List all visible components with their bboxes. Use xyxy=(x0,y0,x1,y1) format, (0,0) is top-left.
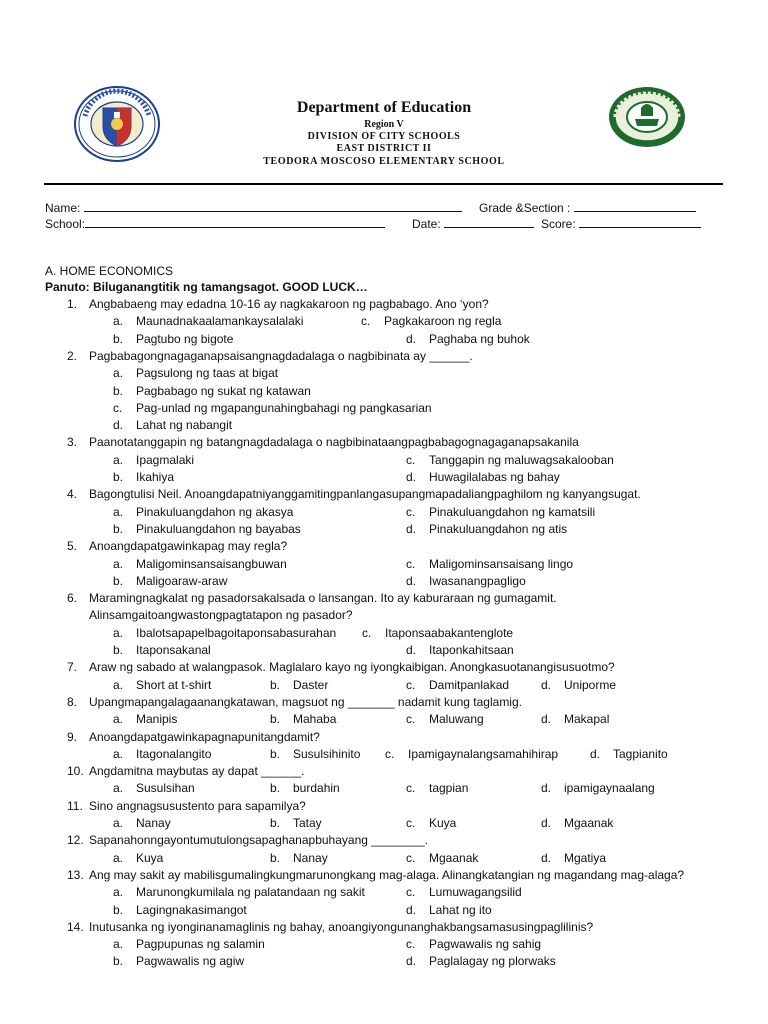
choice-letter: b. xyxy=(113,954,124,969)
choice-letter: d. xyxy=(541,781,552,796)
choice-letter: c. xyxy=(362,625,372,640)
choice-text: Kuya xyxy=(136,850,164,865)
choice-letter: a. xyxy=(113,937,124,952)
question-text: Araw ng sabado at walangpasok. Maglalaro kayo ng iyongkaibigan. Anongkasuotanangisusuotmo? xyxy=(89,660,615,675)
choice-text: Lumuwagangsilid xyxy=(429,885,522,900)
choice-text: Kuya xyxy=(429,816,457,830)
choice-text: Tanggapin ng maluwagsakalooban xyxy=(429,452,614,467)
choice-text: Maligominsansaisangbuwan xyxy=(136,556,287,571)
date-blank[interactable] xyxy=(444,216,534,228)
choice-text: Ibalotsapapelbagoitaponsabasurahan xyxy=(136,625,337,640)
question-number: 11. xyxy=(67,798,83,813)
question-text: Sino angnagsusustento para sapamilya? xyxy=(89,798,306,813)
choice-letter: b. xyxy=(113,573,124,588)
instructions: Panuto: Biluganangtitik ng tamangsagot. GOOD LUCK… xyxy=(45,280,368,294)
choice-text: Itaponkahitsaan xyxy=(429,643,514,657)
choice-text: Mgaanak xyxy=(429,850,479,865)
header-division: DIVISION OF CITY SCHOOLS xyxy=(307,131,461,142)
choice-letter: a. xyxy=(113,885,124,900)
choice-letter: d. xyxy=(406,470,417,484)
choice-letter: c. xyxy=(361,314,371,329)
question-text: Angdamitna maybutas ay dapat ______. xyxy=(89,764,305,779)
question-text: Maramingnagkalat ng pasadorsakalsada o lansangan. Ito ay kaburaraan ng gumagamit. xyxy=(89,591,557,606)
choice-text: Nanay xyxy=(136,816,171,830)
choice-text: Pinakuluangdahon ng bayabas xyxy=(136,521,301,536)
header-school: TEODORA MOSCOSO ELEMENTARY SCHOOL xyxy=(263,156,505,167)
choice-text: Mgatiya xyxy=(564,850,607,865)
header-divider xyxy=(44,183,723,185)
name-field[interactable] xyxy=(45,200,462,215)
header-title: Department of Education xyxy=(296,99,472,116)
choice-letter: b. xyxy=(270,677,281,692)
choice-text: Marunongkumilala ng palatandaan ng sakit xyxy=(136,885,365,900)
choice-text: Lagingnakasimangot xyxy=(136,902,247,917)
choice-letter: d. xyxy=(541,712,552,727)
choice-letter: c. xyxy=(406,816,416,830)
choice-text: Maunadnakaalamankaysalalaki xyxy=(136,314,304,329)
question-number: 1. xyxy=(67,297,78,311)
choice-text: Pagpupunas ng salamin xyxy=(136,937,265,952)
choice-letter: d. xyxy=(406,954,417,969)
question-number: 2. xyxy=(67,348,78,363)
choice-text: Short at t-shirt xyxy=(136,677,212,692)
choice-letter: c. xyxy=(406,885,416,900)
choice-text: Maligoaraw-araw xyxy=(136,573,228,588)
choice-letter: d. xyxy=(406,331,417,346)
choice-letter: a. xyxy=(113,314,124,329)
choice-text: Mahaba xyxy=(293,712,337,727)
choice-letter: a. xyxy=(113,816,124,830)
choice-text: Pagbabago ng sukat ng katawan xyxy=(136,383,311,398)
choice-text: Susulsihan xyxy=(136,781,195,796)
choice-letter: a. xyxy=(113,781,124,796)
choice-text: Nanay xyxy=(293,850,328,865)
question-number: 5. xyxy=(67,539,78,554)
choice-letter: c. xyxy=(385,746,395,761)
choice-letter: b. xyxy=(113,470,124,484)
choice-letter: a. xyxy=(113,556,124,571)
choice-letter: d. xyxy=(113,418,124,433)
header-region: Region V xyxy=(364,119,404,130)
choice-letter: c. xyxy=(406,452,416,467)
choice-text: Paglalagay ng plorwaks xyxy=(429,954,556,969)
choice-letter: a. xyxy=(113,677,124,692)
question-number: 10. xyxy=(67,764,84,779)
choice-text: Paghaba ng buhok xyxy=(429,331,530,346)
choice-letter: b. xyxy=(270,816,281,830)
choice-letter: b. xyxy=(113,331,124,346)
choice-letter: b. xyxy=(113,902,124,917)
choice-letter: a. xyxy=(113,746,124,761)
choice-text: ipamigaynaalang xyxy=(564,781,655,796)
choice-letter: d. xyxy=(541,677,552,692)
choice-text: Pagwawalis ng agiw xyxy=(136,954,245,969)
score-blank[interactable] xyxy=(579,216,701,228)
choice-letter: a. xyxy=(113,850,124,865)
choice-text: Ipagmalaki xyxy=(136,452,195,467)
choice-letter: b. xyxy=(270,850,281,865)
question-number: 6. xyxy=(67,591,78,606)
choice-text: Pagsulong ng taas at bigat xyxy=(136,366,279,381)
choice-letter: a. xyxy=(113,625,124,640)
choice-text: Pinakuluangdahon ng kamatsili xyxy=(429,504,596,519)
choice-letter: c. xyxy=(406,937,416,952)
choice-text: burdahin xyxy=(293,781,340,796)
choice-text: Itaponsakanal xyxy=(136,643,211,657)
choice-letter: c. xyxy=(406,504,416,519)
question-text-cont: Alinsamgaitoangwastongpagtatapon ng pasador? xyxy=(89,608,353,623)
school-field[interactable] xyxy=(45,216,385,231)
score-field[interactable] xyxy=(541,216,701,231)
score-label: Score: xyxy=(541,217,576,231)
choice-text: Manipis xyxy=(136,712,178,727)
question-text: Sapanahonngayontumutulongsapaghanapbuhayang ________. xyxy=(89,833,428,848)
choice-text: Pinakuluangdahon ng atis xyxy=(429,521,568,536)
choice-letter: b. xyxy=(113,643,124,657)
choice-text: Huwagilalabas ng bahay xyxy=(429,470,560,484)
question-text: Anoangdapatgawinkapagnapunitangdamit? xyxy=(89,729,320,744)
choice-text: Pinakuluangdahon ng akasya xyxy=(136,504,294,519)
question-number: 13. xyxy=(67,867,84,882)
choice-text: Maligominsansaisang lingo xyxy=(429,556,574,571)
choice-text: Tagpianito xyxy=(613,746,668,761)
choice-letter: c. xyxy=(406,677,416,692)
choice-letter: b. xyxy=(270,781,281,796)
date-label: Date: xyxy=(412,217,441,231)
choice-text: Pagwawalis ng sahig xyxy=(429,937,542,952)
question-text: Upangmapangalagaanangkatawan, magsuot ng _______ nadamit kung taglamig. xyxy=(89,694,522,709)
question-number: 7. xyxy=(67,660,78,675)
choice-letter: d. xyxy=(406,902,417,917)
choice-text: Makapal xyxy=(564,712,610,727)
choice-text: Itagonalangito xyxy=(136,746,212,761)
choice-letter: c. xyxy=(406,556,416,571)
choice-letter: d. xyxy=(541,816,552,830)
choice-text: Susulsihinito xyxy=(293,746,361,761)
name-blank[interactable] xyxy=(84,200,462,212)
choice-letter: b. xyxy=(113,521,124,536)
question-text: Angbabaeng may edadna 10-16 ay nagkakaroon ng pagbabago. Ano ‘yon? xyxy=(89,297,489,311)
choice-letter: b. xyxy=(270,746,281,761)
choice-letter: a. xyxy=(113,366,124,381)
question-number: 9. xyxy=(67,729,78,744)
choice-text: Daster xyxy=(293,677,329,692)
question-number: 8. xyxy=(67,694,78,709)
question-text: Anoangdapatgawinkapag may regla? xyxy=(89,539,288,554)
question-number: 4. xyxy=(67,487,78,502)
choice-letter: a. xyxy=(113,504,124,519)
choice-text: Ipamigaynalangsamahihirap xyxy=(408,746,559,761)
school-blank[interactable] xyxy=(85,216,385,228)
choice-text: Pagtubo ng bigote xyxy=(136,331,234,346)
grade-section-blank[interactable] xyxy=(574,200,696,212)
choice-text: Ikahiya xyxy=(136,470,175,484)
choice-text: Tatay xyxy=(293,816,322,830)
choice-letter: d. xyxy=(406,643,417,657)
choice-letter: c. xyxy=(406,850,416,865)
choice-text: Pagkakaroon ng regla xyxy=(384,314,502,329)
choice-text: Pag-unlad ng mgapangunahingbahagi ng pangkasarian xyxy=(136,400,432,415)
choice-text: Mgaanak xyxy=(564,816,614,830)
choice-letter: a. xyxy=(113,712,124,727)
choice-text: Lahat ng ito xyxy=(429,902,492,917)
choice-letter: d. xyxy=(541,850,552,865)
question-number: 12. xyxy=(67,833,84,848)
choice-text: Damitpanlakad xyxy=(429,677,510,692)
grade-section-field[interactable] xyxy=(479,200,696,215)
choice-text: Uniporme xyxy=(564,677,617,692)
date-field[interactable] xyxy=(412,216,534,231)
choice-letter: b. xyxy=(270,712,281,727)
question-text: Paanotatanggapin ng batangnagdadalaga o nagbibinataangpagbabagognagaganapsakanila xyxy=(89,435,579,450)
choice-text: Iwasanangpagligo xyxy=(429,573,526,588)
choice-letter: c. xyxy=(406,712,416,727)
school-label: School: xyxy=(45,217,86,231)
question-text: Ang may sakit ay mabilisgumalingkungmarunongkang mag-alaga. Alinangkatangian ng magandang mag-alaga? xyxy=(89,867,685,882)
header-district: EAST DISTRICT II xyxy=(336,143,432,154)
choice-letter: d. xyxy=(406,521,417,536)
choice-letter: d. xyxy=(406,573,417,588)
choice-letter: c. xyxy=(406,781,416,796)
name-label: Name: xyxy=(45,201,81,215)
choice-letter: b. xyxy=(113,383,124,398)
choice-letter: c. xyxy=(113,400,123,415)
grade-section-label: Grade &Section : xyxy=(479,201,571,215)
choice-text: Itaponsaabakantenglote xyxy=(385,625,514,640)
section-title: A. HOME ECONOMICS xyxy=(45,264,174,278)
question-text: Bagongtulisi Neil. Anoangdapatniyanggamitingpanlangasupangmapadaliangpaghilom ng kanyangsugat. xyxy=(89,487,641,502)
question-number: 14. xyxy=(67,919,84,934)
choice-text: tagpian xyxy=(429,781,469,796)
question-number: 3. xyxy=(67,435,78,450)
choice-text: Maluwang xyxy=(429,712,484,727)
question-text: Pagbabagongnagaganapsaisangnagdadalaga o nagbibinata ay ______. xyxy=(89,348,473,363)
choice-letter: d. xyxy=(590,746,601,761)
question-text: Inutusanka ng iyonginanamaglinis ng bahay, anoangiyongunanghakbangsamasusingpaglilinis? xyxy=(89,919,594,934)
choice-letter: a. xyxy=(113,452,124,467)
choice-text: Lahat ng nabangit xyxy=(136,418,233,433)
